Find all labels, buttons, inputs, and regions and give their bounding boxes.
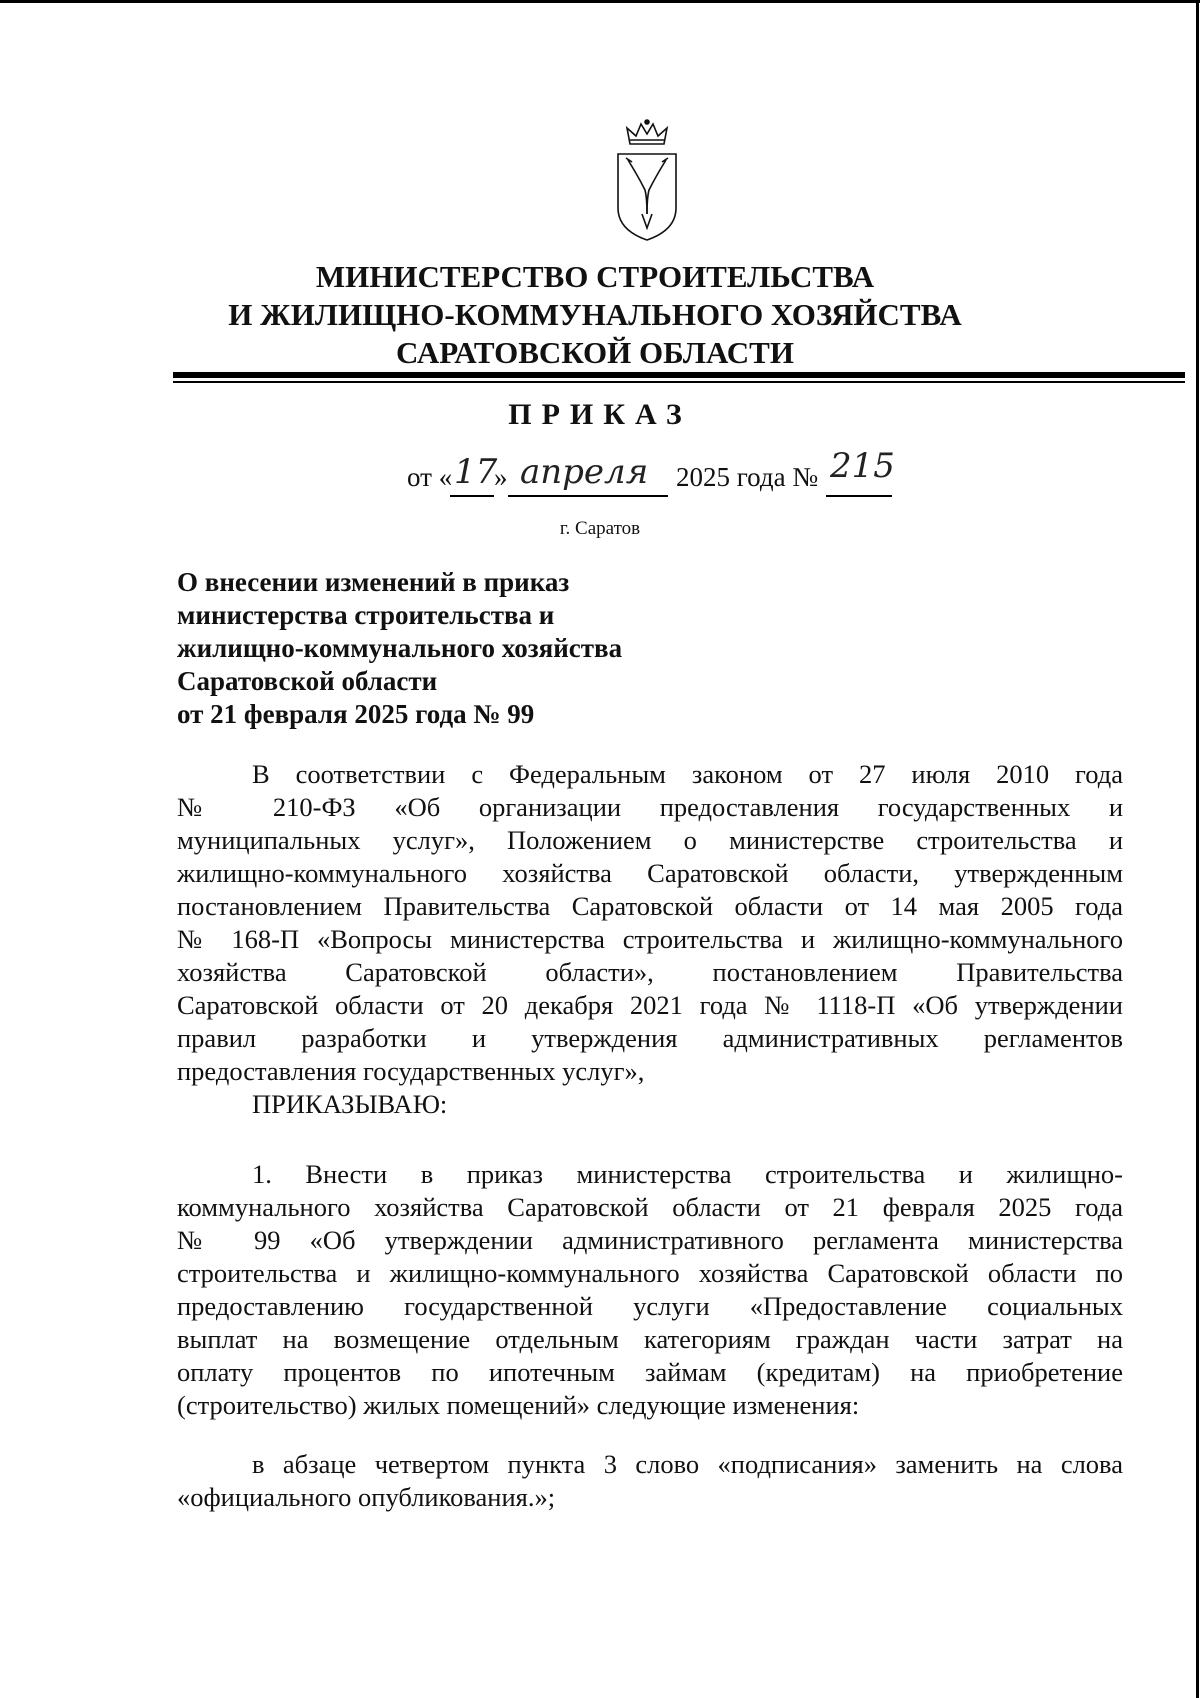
text-line: в абзаце четвертом пункта 3 слово «подписания» заменить на слова bbox=[252, 1449, 1123, 1479]
text-line: 1. Внести в приказ министерства строительства и жилищно- bbox=[252, 1159, 1123, 1189]
text-line: коммунального хозяйства Саратовской области от 21 февраля 2025 года bbox=[177, 1192, 1123, 1222]
text-line: муниципальных услуг», Положением о министерстве строительства и bbox=[177, 825, 1123, 855]
text-line: предоставлению государственной услуги «Предоставление социальных bbox=[177, 1291, 1123, 1321]
year-text: 2025 года № bbox=[676, 462, 819, 492]
coat-of-arms-icon bbox=[612, 118, 682, 243]
scan-right-border bbox=[1196, 0, 1199, 1698]
subject-line: О внесении изменений в приказ bbox=[177, 567, 570, 597]
text-line: В соответствии с Федеральным законом от 27 июля 2010 года bbox=[252, 759, 1123, 789]
text-line: № 99 «Об утверждении административного регламента министерства bbox=[177, 1225, 1123, 1255]
header-divider-thick bbox=[173, 372, 1185, 378]
ministry-line-1: МИНИСТЕРСТВО СТРОИТЕЛЬСТВА bbox=[315, 259, 875, 294]
text-line: строительства и жилищно-коммунального хозяйства Саратовской области по bbox=[177, 1258, 1123, 1288]
order-subject bbox=[177, 566, 777, 731]
text-line: хозяйства Саратовской области», постановлением Правительства bbox=[177, 957, 1123, 987]
subject-line: министерства строительства и bbox=[177, 600, 555, 630]
handwritten-month: апреля bbox=[520, 452, 649, 492]
number-underline bbox=[826, 495, 892, 497]
subject-line: Саратовской области bbox=[177, 666, 438, 696]
text-line: оплату процентов по ипотечным займам (кредитам) на приобретение bbox=[177, 1357, 1123, 1387]
city: г. Саратов bbox=[559, 518, 641, 539]
date-prefix: от « bbox=[407, 462, 453, 492]
text-line: постановлением Правительства Саратовской области от 14 мая 2005 года bbox=[177, 891, 1123, 921]
command-word: ПРИКАЗЫВАЮ: bbox=[252, 1089, 448, 1119]
text-line: выплат на возмещение отдельным категориям граждан части затрат на bbox=[177, 1324, 1123, 1354]
header-divider-thin bbox=[173, 381, 1185, 383]
text-line: (строительство) жилых помещений» следующие изменения: bbox=[177, 1390, 860, 1420]
text-line: предоставления государственных услуг», bbox=[177, 1056, 645, 1086]
text-line: № 210-ФЗ «Об организации предоставления государственных и bbox=[177, 792, 1123, 822]
handwritten-day: 17 bbox=[454, 452, 498, 492]
ministry-name bbox=[180, 258, 1010, 372]
command-paragraph bbox=[177, 1088, 1123, 1121]
document-title: ПРИКАЗ bbox=[508, 398, 692, 431]
quote-close: » bbox=[494, 462, 508, 492]
day-underline bbox=[450, 495, 494, 497]
text-line: «официального опубликования.»; bbox=[177, 1482, 556, 1512]
handwritten-number: 215 bbox=[830, 446, 895, 486]
text-line: Саратовской области от 20 декабря 2021 года № 1118-П «Об утверждении bbox=[177, 990, 1123, 1020]
order-date-line bbox=[0, 446, 1200, 502]
subject-line: жилищно-коммунального хозяйства bbox=[177, 633, 623, 663]
subject-line: от 21 февраля 2025 года № 99 bbox=[177, 699, 535, 729]
ministry-line-2: И ЖИЛИЩНО-КОММУНАЛЬНОГО ХОЗЯЙСТВА bbox=[228, 297, 962, 332]
change-paragraph bbox=[177, 1448, 1123, 1514]
item-1-paragraph bbox=[177, 1158, 1123, 1422]
month-underline bbox=[508, 495, 668, 497]
preamble-paragraph bbox=[177, 758, 1123, 1088]
text-line: № 168-П «Вопросы министерства строительства и жилищно-коммунального bbox=[177, 924, 1123, 954]
text-line: жилищно-коммунального хозяйства Саратовской области, утвержденным bbox=[177, 858, 1123, 888]
ministry-line-3: САРАТОВСКОЙ ОБЛАСТИ bbox=[396, 335, 794, 370]
scan-top-border bbox=[0, 0, 1200, 3]
text-line: правил разработки и утверждения административных регламентов bbox=[177, 1023, 1123, 1053]
